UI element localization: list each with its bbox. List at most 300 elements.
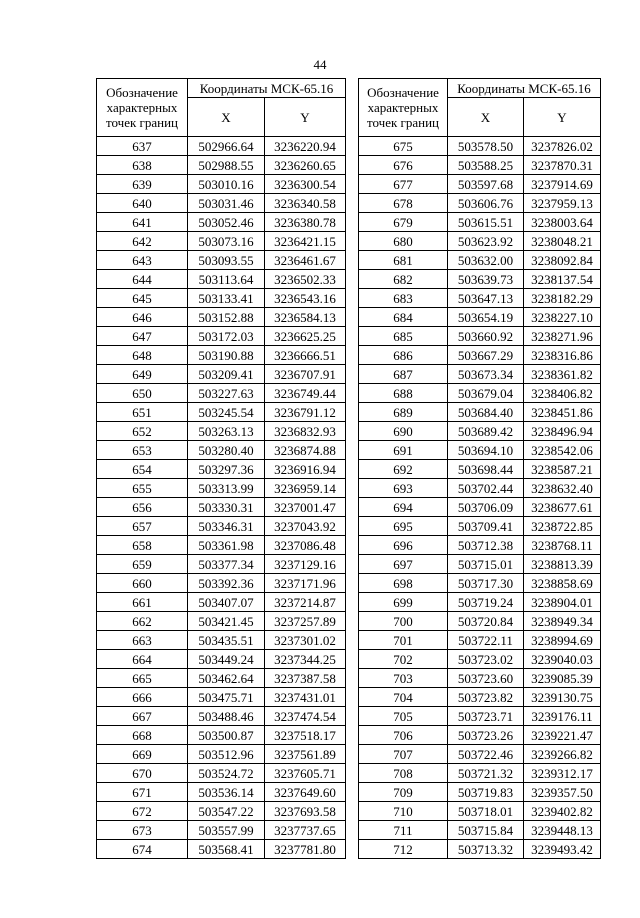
- x-coordinate-cell: 503392.36: [188, 574, 265, 593]
- y-coordinate-cell: 3239312.17: [524, 764, 601, 783]
- table-row: [359, 441, 601, 460]
- point-number-cell: 653: [97, 441, 188, 460]
- y-coordinate-cell: 3237605.71: [265, 764, 346, 783]
- x-coordinate-cell: 503715.01: [448, 555, 524, 574]
- point-number-cell: 694: [359, 498, 448, 517]
- table-row: [97, 441, 346, 460]
- point-number-cell: 690: [359, 422, 448, 441]
- y-coordinate-cell: 3236916.94: [265, 460, 346, 479]
- point-number-cell: 702: [359, 650, 448, 669]
- table-row: [97, 403, 346, 422]
- point-number-cell: 677: [359, 175, 448, 194]
- point-number-cell: 654: [97, 460, 188, 479]
- point-number-cell: 673: [97, 821, 188, 840]
- x-coordinate-cell: 503093.55: [188, 251, 265, 270]
- header-x-label: X: [448, 98, 524, 137]
- page-number: 44: [313, 57, 327, 72]
- table-row: [97, 650, 346, 669]
- x-coordinate-cell: 503462.64: [188, 669, 265, 688]
- y-coordinate-cell: 3238406.82: [524, 384, 601, 403]
- table-row: [97, 289, 346, 308]
- table-row: [97, 460, 346, 479]
- table-row: [97, 783, 346, 802]
- table-row: [97, 346, 346, 365]
- point-number-cell: 649: [97, 365, 188, 384]
- y-coordinate-cell: 3237214.87: [265, 593, 346, 612]
- x-coordinate-cell: 503227.63: [188, 384, 265, 403]
- y-coordinate-cell: 3239402.82: [524, 802, 601, 821]
- y-coordinate-cell: 3237959.13: [524, 194, 601, 213]
- x-coordinate-cell: 503133.41: [188, 289, 265, 308]
- point-number-cell: 675: [359, 137, 448, 156]
- table-row: [359, 365, 601, 384]
- table-row: [359, 460, 601, 479]
- x-coordinate-cell: 503654.19: [448, 308, 524, 327]
- y-coordinate-cell: 3237257.89: [265, 612, 346, 631]
- point-number-cell: 661: [97, 593, 188, 612]
- point-number-cell: 701: [359, 631, 448, 650]
- table-row: [359, 156, 601, 175]
- point-number-cell: 666: [97, 688, 188, 707]
- table-row: [359, 517, 601, 536]
- y-coordinate-cell: 3237344.25: [265, 650, 346, 669]
- point-number-cell: 706: [359, 726, 448, 745]
- y-coordinate-cell: 3236584.13: [265, 308, 346, 327]
- y-coordinate-cell: 3238003.64: [524, 213, 601, 232]
- table-row: [359, 308, 601, 327]
- table-row: [359, 745, 601, 764]
- y-coordinate-cell: 3238542.06: [524, 441, 601, 460]
- x-coordinate-cell: 503435.51: [188, 631, 265, 650]
- point-number-cell: 698: [359, 574, 448, 593]
- x-coordinate-cell: 503623.92: [448, 232, 524, 251]
- y-coordinate-cell: 3239176.11: [524, 707, 601, 726]
- x-coordinate-cell: 503632.00: [448, 251, 524, 270]
- table-row: [97, 593, 346, 612]
- point-number-cell: 693: [359, 479, 448, 498]
- x-coordinate-cell: 503702.44: [448, 479, 524, 498]
- point-number-cell: 638: [97, 156, 188, 175]
- y-coordinate-cell: 3237129.16: [265, 555, 346, 574]
- table-row: [97, 707, 346, 726]
- table-row: [97, 840, 346, 859]
- y-coordinate-cell: 3237870.31: [524, 156, 601, 175]
- x-coordinate-cell: 503684.40: [448, 403, 524, 422]
- x-coordinate-cell: 503152.88: [188, 308, 265, 327]
- y-coordinate-cell: 3236832.93: [265, 422, 346, 441]
- table-row: [359, 175, 601, 194]
- point-number-cell: 711: [359, 821, 448, 840]
- x-coordinate-cell: 503698.44: [448, 460, 524, 479]
- table-row: [359, 688, 601, 707]
- point-number-cell: 676: [359, 156, 448, 175]
- y-coordinate-cell: 3236749.44: [265, 384, 346, 403]
- x-coordinate-cell: 503524.72: [188, 764, 265, 783]
- point-number-cell: 667: [97, 707, 188, 726]
- point-number-cell: 641: [97, 213, 188, 232]
- y-coordinate-cell: 3237649.60: [265, 783, 346, 802]
- x-coordinate-cell: 503313.99: [188, 479, 265, 498]
- x-coordinate-cell: 503606.76: [448, 194, 524, 213]
- y-coordinate-cell: 3237914.69: [524, 175, 601, 194]
- y-coordinate-cell: 3238271.96: [524, 327, 601, 346]
- x-coordinate-cell: 503297.36: [188, 460, 265, 479]
- point-number-cell: 658: [97, 536, 188, 555]
- x-coordinate-cell: 503568.41: [188, 840, 265, 859]
- y-coordinate-cell: 3238722.85: [524, 517, 601, 536]
- table-row: [97, 631, 346, 650]
- point-number-cell: 687: [359, 365, 448, 384]
- point-number-cell: 683: [359, 289, 448, 308]
- table-row: [359, 821, 601, 840]
- table-row: [359, 403, 601, 422]
- point-number-cell: 646: [97, 308, 188, 327]
- table-row: [97, 764, 346, 783]
- table-row: [359, 574, 601, 593]
- table-row: [97, 384, 346, 403]
- x-coordinate-cell: 503719.83: [448, 783, 524, 802]
- point-number-cell: 689: [359, 403, 448, 422]
- y-coordinate-cell: 3237043.92: [265, 517, 346, 536]
- y-coordinate-cell: 3239040.03: [524, 650, 601, 669]
- table-row: [359, 289, 601, 308]
- y-coordinate-cell: 3239221.47: [524, 726, 601, 745]
- x-coordinate-cell: 503190.88: [188, 346, 265, 365]
- y-coordinate-cell: 3237086.48: [265, 536, 346, 555]
- point-number-cell: 696: [359, 536, 448, 555]
- x-coordinate-cell: 503536.14: [188, 783, 265, 802]
- x-coordinate-cell: 503073.16: [188, 232, 265, 251]
- y-coordinate-cell: 3236340.58: [265, 194, 346, 213]
- x-coordinate-cell: 503723.82: [448, 688, 524, 707]
- table-row: [359, 251, 601, 270]
- coordinates-tables: [96, 78, 599, 859]
- point-number-cell: 644: [97, 270, 188, 289]
- point-number-cell: 695: [359, 517, 448, 536]
- point-number-cell: 697: [359, 555, 448, 574]
- y-coordinate-cell: 3239085.39: [524, 669, 601, 688]
- table-row: [97, 156, 346, 175]
- table-row: [359, 422, 601, 441]
- x-coordinate-cell: 503639.73: [448, 270, 524, 289]
- point-number-cell: 637: [97, 137, 188, 156]
- y-coordinate-cell: 3236502.33: [265, 270, 346, 289]
- y-coordinate-cell: 3238182.29: [524, 289, 601, 308]
- y-coordinate-cell: 3236260.65: [265, 156, 346, 175]
- table-row: [359, 669, 601, 688]
- table-row: [97, 498, 346, 517]
- y-coordinate-cell: 3238587.21: [524, 460, 601, 479]
- point-number-cell: 652: [97, 422, 188, 441]
- x-coordinate-cell: 503361.98: [188, 536, 265, 555]
- y-coordinate-cell: 3237737.65: [265, 821, 346, 840]
- table-row: [359, 612, 601, 631]
- x-coordinate-cell: 503660.92: [448, 327, 524, 346]
- y-coordinate-cell: 3238813.39: [524, 555, 601, 574]
- x-coordinate-cell: 503694.10: [448, 441, 524, 460]
- y-coordinate-cell: 3239448.13: [524, 821, 601, 840]
- point-number-cell: 656: [97, 498, 188, 517]
- header-y-label: Y: [524, 98, 601, 137]
- table-row: [359, 726, 601, 745]
- point-number-cell: 665: [97, 669, 188, 688]
- y-coordinate-cell: 3236791.12: [265, 403, 346, 422]
- x-coordinate-cell: 503647.13: [448, 289, 524, 308]
- y-coordinate-cell: 3236421.15: [265, 232, 346, 251]
- y-coordinate-cell: 3236874.88: [265, 441, 346, 460]
- y-coordinate-cell: 3238994.69: [524, 631, 601, 650]
- x-coordinate-cell: 503723.02: [448, 650, 524, 669]
- y-coordinate-cell: 3237474.54: [265, 707, 346, 726]
- table-row: [97, 688, 346, 707]
- x-coordinate-cell: 503723.26: [448, 726, 524, 745]
- table-row: [359, 270, 601, 289]
- y-coordinate-cell: 3238768.11: [524, 536, 601, 555]
- table-row: [97, 574, 346, 593]
- point-number-cell: 707: [359, 745, 448, 764]
- table-row: [97, 669, 346, 688]
- y-coordinate-cell: 3237518.17: [265, 726, 346, 745]
- point-number-cell: 691: [359, 441, 448, 460]
- table-row: [359, 232, 601, 251]
- point-number-cell: 704: [359, 688, 448, 707]
- x-coordinate-cell: 503597.68: [448, 175, 524, 194]
- table-row: [97, 745, 346, 764]
- point-number-cell: 699: [359, 593, 448, 612]
- table-row: [359, 764, 601, 783]
- x-coordinate-cell: 503723.71: [448, 707, 524, 726]
- x-coordinate-cell: 503031.46: [188, 194, 265, 213]
- point-number-cell: 710: [359, 802, 448, 821]
- table-row: [97, 194, 346, 213]
- x-coordinate-cell: 503547.22: [188, 802, 265, 821]
- point-number-cell: 692: [359, 460, 448, 479]
- x-coordinate-cell: 503209.41: [188, 365, 265, 384]
- x-coordinate-cell: 503679.04: [448, 384, 524, 403]
- table-row: [359, 346, 601, 365]
- y-coordinate-cell: 3236461.67: [265, 251, 346, 270]
- x-coordinate-cell: 503712.38: [448, 536, 524, 555]
- table-row: [359, 783, 601, 802]
- point-number-cell: 671: [97, 783, 188, 802]
- point-number-cell: 647: [97, 327, 188, 346]
- y-coordinate-cell: 3238451.86: [524, 403, 601, 422]
- x-coordinate-cell: 503512.96: [188, 745, 265, 764]
- point-number-cell: 669: [97, 745, 188, 764]
- y-coordinate-cell: 3238316.86: [524, 346, 601, 365]
- point-number-cell: 662: [97, 612, 188, 631]
- y-coordinate-cell: 3236220.94: [265, 137, 346, 156]
- x-coordinate-cell: 503052.46: [188, 213, 265, 232]
- y-coordinate-cell: 3236707.91: [265, 365, 346, 384]
- y-coordinate-cell: 3236625.25: [265, 327, 346, 346]
- x-coordinate-cell: 503689.42: [448, 422, 524, 441]
- x-coordinate-cell: 503713.32: [448, 840, 524, 859]
- y-coordinate-cell: 3236666.51: [265, 346, 346, 365]
- table-row: [97, 251, 346, 270]
- y-coordinate-cell: 3237693.58: [265, 802, 346, 821]
- table-row: [97, 137, 346, 156]
- x-coordinate-cell: 503588.25: [448, 156, 524, 175]
- x-coordinate-cell: 503718.01: [448, 802, 524, 821]
- table-row: [359, 498, 601, 517]
- y-coordinate-cell: 3239130.75: [524, 688, 601, 707]
- point-number-cell: 686: [359, 346, 448, 365]
- table-row: [97, 536, 346, 555]
- x-coordinate-cell: 503421.45: [188, 612, 265, 631]
- y-coordinate-cell: 3239357.50: [524, 783, 601, 802]
- x-coordinate-cell: 503113.64: [188, 270, 265, 289]
- x-coordinate-cell: 503615.51: [448, 213, 524, 232]
- table-row: [359, 707, 601, 726]
- x-coordinate-cell: 503715.84: [448, 821, 524, 840]
- table-body-left: [97, 137, 346, 859]
- x-coordinate-cell: 503500.87: [188, 726, 265, 745]
- point-number-cell: 655: [97, 479, 188, 498]
- table-row: [97, 802, 346, 821]
- table-row: [359, 479, 601, 498]
- y-coordinate-cell: 3238949.34: [524, 612, 601, 631]
- x-coordinate-cell: 503706.09: [448, 498, 524, 517]
- header-x-label: X: [188, 98, 265, 137]
- table-row: [359, 593, 601, 612]
- y-coordinate-cell: 3238496.94: [524, 422, 601, 441]
- x-coordinate-cell: 503346.31: [188, 517, 265, 536]
- x-coordinate-cell: 503010.16: [188, 175, 265, 194]
- y-coordinate-cell: 3237781.80: [265, 840, 346, 859]
- y-coordinate-cell: 3238858.69: [524, 574, 601, 593]
- y-coordinate-cell: 3238632.40: [524, 479, 601, 498]
- x-coordinate-cell: 503722.46: [448, 745, 524, 764]
- point-number-cell: 657: [97, 517, 188, 536]
- y-coordinate-cell: 3236959.14: [265, 479, 346, 498]
- point-number-cell: 659: [97, 555, 188, 574]
- x-coordinate-cell: 503407.07: [188, 593, 265, 612]
- x-coordinate-cell: 503723.60: [448, 669, 524, 688]
- y-coordinate-cell: 3238677.61: [524, 498, 601, 517]
- point-number-cell: 703: [359, 669, 448, 688]
- table-row: [97, 308, 346, 327]
- point-number-cell: 642: [97, 232, 188, 251]
- coordinates-table-right: [358, 78, 601, 859]
- table-row: [97, 555, 346, 574]
- point-number-cell: 688: [359, 384, 448, 403]
- header-y-label: Y: [265, 98, 346, 137]
- x-coordinate-cell: 503449.24: [188, 650, 265, 669]
- x-coordinate-cell: 503245.54: [188, 403, 265, 422]
- header-coords-label: Координаты МСК-65.16: [448, 79, 601, 98]
- table-row: [359, 536, 601, 555]
- y-coordinate-cell: 3239266.82: [524, 745, 601, 764]
- table-row: [359, 631, 601, 650]
- point-number-cell: 639: [97, 175, 188, 194]
- header-point-label: Обозначение характерных точек границ: [97, 79, 188, 137]
- table-row: [97, 213, 346, 232]
- table-row: [359, 213, 601, 232]
- point-number-cell: 678: [359, 194, 448, 213]
- x-coordinate-cell: 503717.30: [448, 574, 524, 593]
- point-number-cell: 709: [359, 783, 448, 802]
- point-number-cell: 643: [97, 251, 188, 270]
- x-coordinate-cell: 502988.55: [188, 156, 265, 175]
- point-number-cell: 648: [97, 346, 188, 365]
- table-row: [97, 821, 346, 840]
- y-coordinate-cell: 3236380.78: [265, 213, 346, 232]
- point-number-cell: 680: [359, 232, 448, 251]
- point-number-cell: 664: [97, 650, 188, 669]
- table-row: [97, 422, 346, 441]
- point-number-cell: 651: [97, 403, 188, 422]
- x-coordinate-cell: 503377.34: [188, 555, 265, 574]
- table-row: [97, 517, 346, 536]
- point-number-cell: 712: [359, 840, 448, 859]
- y-coordinate-cell: 3236543.16: [265, 289, 346, 308]
- point-number-cell: 640: [97, 194, 188, 213]
- y-coordinate-cell: 3238092.84: [524, 251, 601, 270]
- table-row: [97, 612, 346, 631]
- y-coordinate-cell: 3236300.54: [265, 175, 346, 194]
- y-coordinate-cell: 3237001.47: [265, 498, 346, 517]
- x-coordinate-cell: 503475.71: [188, 688, 265, 707]
- point-number-cell: 679: [359, 213, 448, 232]
- point-number-cell: 685: [359, 327, 448, 346]
- point-number-cell: 645: [97, 289, 188, 308]
- point-number-cell: 708: [359, 764, 448, 783]
- header-point-label: Обозначение характерных точек границ: [359, 79, 448, 137]
- table-body-right: [359, 137, 601, 859]
- x-coordinate-cell: 503719.24: [448, 593, 524, 612]
- table-row: [359, 802, 601, 821]
- x-coordinate-cell: 503720.84: [448, 612, 524, 631]
- table-row: [97, 270, 346, 289]
- coordinates-table-left: [96, 78, 346, 859]
- x-coordinate-cell: 503709.41: [448, 517, 524, 536]
- x-coordinate-cell: 503172.03: [188, 327, 265, 346]
- point-number-cell: 672: [97, 802, 188, 821]
- table-row: [359, 137, 601, 156]
- x-coordinate-cell: 503330.31: [188, 498, 265, 517]
- table-row: [97, 726, 346, 745]
- table-row: [359, 194, 601, 213]
- point-number-cell: 681: [359, 251, 448, 270]
- x-coordinate-cell: 503673.34: [448, 365, 524, 384]
- y-coordinate-cell: 3238361.82: [524, 365, 601, 384]
- y-coordinate-cell: 3237301.02: [265, 631, 346, 650]
- table-row: [359, 327, 601, 346]
- y-coordinate-cell: 3237431.01: [265, 688, 346, 707]
- x-coordinate-cell: 503722.11: [448, 631, 524, 650]
- point-number-cell: 663: [97, 631, 188, 650]
- point-number-cell: 684: [359, 308, 448, 327]
- x-coordinate-cell: 503667.29: [448, 346, 524, 365]
- y-coordinate-cell: 3238904.01: [524, 593, 601, 612]
- table-row: [359, 840, 601, 859]
- x-coordinate-cell: 502966.64: [188, 137, 265, 156]
- table-row: [97, 327, 346, 346]
- point-number-cell: 682: [359, 270, 448, 289]
- point-number-cell: 668: [97, 726, 188, 745]
- table-row: [97, 365, 346, 384]
- point-number-cell: 674: [97, 840, 188, 859]
- header-coords-label: Координаты МСК-65.16: [188, 79, 346, 98]
- point-number-cell: 650: [97, 384, 188, 403]
- x-coordinate-cell: 503488.46: [188, 707, 265, 726]
- table-row: [97, 175, 346, 194]
- y-coordinate-cell: 3238137.54: [524, 270, 601, 289]
- table-row: [97, 479, 346, 498]
- x-coordinate-cell: 503263.13: [188, 422, 265, 441]
- table-row: [97, 232, 346, 251]
